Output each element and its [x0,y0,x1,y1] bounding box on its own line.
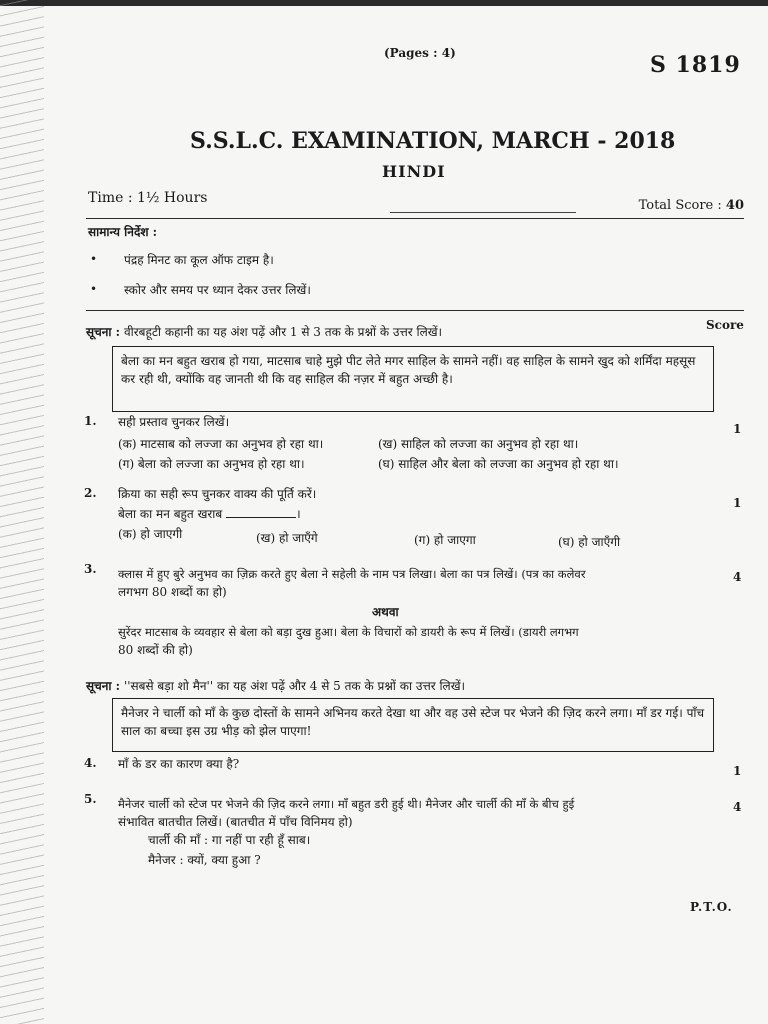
instructions-divider [86,310,744,311]
or-separator: अथवा [372,605,399,619]
option-d: (घ) हो जाएँगी [558,535,621,549]
question-number: 1. [84,414,97,428]
notice-text: ''सबसे बड़ा शो मैन'' का यह अंश पढ़ें और 4 से 5 तक के प्रश्नों का उत्तर लिखें। [123,679,466,693]
notice-1 [86,324,442,340]
notice-text: वीरबहूटी कहानी का यह अंश पढ़ें और 1 से 3 तक के प्रश्नों के उत्तर लिखें। [123,325,443,339]
underline-mark [390,212,576,213]
total-score [639,198,744,213]
dialog-line-1: चार्ली की माँ : गा नहीं पा रही हूँ साब। [148,833,311,847]
exam-title: S.S.L.C. EXAMINATION, MARCH - 2018 [190,128,676,154]
question-2-text: क्रिया का सही रूप चुनकर वाक्य की पूर्ति करें। [118,487,317,501]
notice-label: सूचना : [86,325,121,339]
question-number: 4. [84,756,97,770]
passage-text: मैनेजर ने चार्ली को माँ के कुछ दोस्तों के सामने अभिनय करते देखा था और वह उसे स्टेज पर भेजने की ज़िद करने लगा। माँ डर गई। पाँच साल का बच्चा इस उग्र भीड़ को झेल पाएगा! [121,706,705,738]
bullet-icon: • [90,282,98,296]
question-2-sentence [118,506,301,522]
time-allowed: Time : 1½ Hours [88,190,208,206]
passage-box-1 [112,346,714,412]
passage-text: बेला का मन बहुत खराब हो गया, माटसाब चाहे मुझे पीट लेते मगर साहिल के सामने नहीं। वह साहिल के सामने खुद को शर्मिंदा महसूस कर रही थी, क्योंकि वह जानती थी कि वह साहिल की नज़र में बहुत अच्छी है। [121,354,696,386]
sentence-end: । [296,507,301,521]
option-b: (ख) साहिल को लज्जा का अनुभव हो रहा था। [378,437,579,451]
spiral-binding-edge [0,0,44,1024]
page-turn-over: P.T.O. [690,900,733,914]
question-4-text: माँ के डर का कारण क्या है? [118,757,240,771]
option-b: (ख) हो जाएँगे [256,531,318,545]
option-a: (क) हो जाएगी [118,527,183,541]
page-top-edge [0,0,768,6]
question-number: 5. [84,792,97,806]
option-a: (क) माटसाब को लज्जा का अनुभव हो रहा था। [118,437,324,451]
answer-blank [226,506,296,518]
question-number: 2. [84,486,97,500]
instruction-item: स्कोर और समय पर ध्यान देकर उत्तर लिखें। [124,283,311,297]
instructions-title: सामान्य निर्देश : [88,225,158,239]
question-score: 1 [733,422,742,436]
question-score: 1 [733,764,742,778]
question-score: 1 [733,496,742,510]
option-d: (घ) साहिल और बेला को लज्जा का अनुभव हो रहा था। [378,457,619,471]
question-3-alt-line-2: 80 शब्दों की हो) [118,643,193,657]
question-3-line-1: क्लास में हुए बुरे अनुभव का ज़िक्र करते हुए बेला ने सहेली के नाम पत्र लिखा। बेला का पत्र लिखें। (पत्र का कलेवर [118,567,586,581]
header-divider [86,218,744,219]
question-number: 3. [84,562,97,576]
option-c: (ग) बेला को लज्जा का अनुभव हो रहा था। [118,457,305,471]
bullet-icon: • [90,252,98,266]
sentence-text: बेला का मन बहुत खराब [118,507,223,521]
question-3-line-2: लगभग 80 शब्दों का हो) [118,585,227,599]
option-c: (ग) हो जाएगा [414,533,476,547]
total-score-value: 40 [725,198,744,213]
paper-code: S 1819 [650,52,741,78]
notice-2 [86,678,465,694]
question-score: 4 [733,800,742,814]
score-column-header: Score [706,318,744,332]
instruction-item: पंद्रह मिनट का कूल ऑफ टाइम है। [124,253,274,267]
total-score-label: Total Score : [638,198,722,213]
notice-label: सूचना : [86,679,121,693]
dialog-line-2: मैनेजर : क्यों, क्या हुआ ? [148,853,261,867]
question-3-alt-line-1: सुरेंदर माटसाब के व्यवहार से बेला को बड़ा दुख हुआ। बेला के विचारों को डायरी के रूप में लिखें। (डायरी लगभग [118,625,579,639]
subject-title: HINDI [382,162,446,181]
question-5-line-2: संभावित बातचीत लिखें। (बातचीत में पाँच विनिमय हो) [118,815,353,829]
passage-box-2 [112,698,714,752]
question-score: 4 [733,570,742,584]
page-count: (Pages : 4) [384,46,456,60]
question-1-text: सही प्रस्ताव चुनकर लिखें। [118,415,230,429]
question-5-line-1: मैनेजर चार्ली को स्टेज पर भेजने की ज़िद करने लगा। माँ बहुत डरी हुई थी। मैनेजर और चार्ली की माँ के बीच हुई [118,797,575,811]
